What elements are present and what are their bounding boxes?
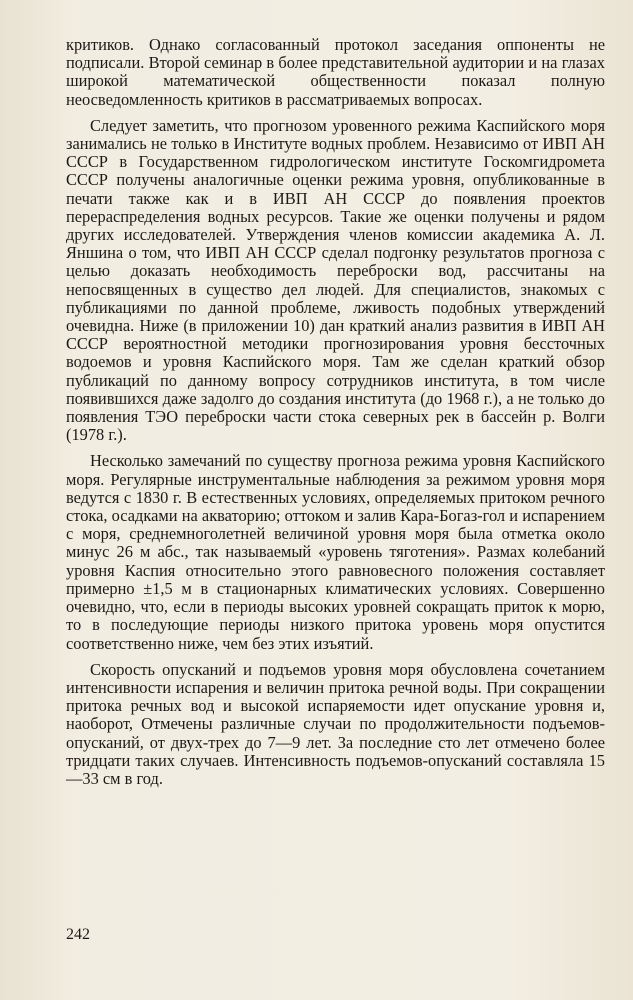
paragraph-critics-seminar: критиков. Однако согласованный протокол заседания оппоненты не подписали. Второй семинар в более представительной аудитории и на глазах широкой математической общественности показал полную неосведомленность критиков в рассматриваемых вопросах. (66, 35, 605, 109)
page-number: 242 (66, 926, 90, 943)
paragraph-rise-fall-speed: Скорость опусканий и подъемов уровня моря обусловлена сочетанием интенсивности испарения и величин притока речной воды. При сокращении притока речных вод и высокой испаряемости идет опускание уровня и, наоборот, Отмечены различные случаи по продолжительности подъемов-опусканий, от двух-трех до 7—9 лет. За последние сто лет отмечено более тридцати таких случаев. Интенсивность подъемов-опусканий составляла 15—33 см в год. (66, 659, 605, 788)
paragraph-forecast-institutes: Следует заметить, что прогнозом уровенного режима Каспийского моря занимались не только в Институте водных проблем. Независимо от ИВП АН СССР в Государственном гидрологическом институте Госкомгидромета СССР получены аналогичные оценки режима уровня, опубликованные в печати также как и в ИВП АН СССР до появления проектов перераспределения водных ресурсов. Такие же оценки получены и рядом других исследователей. Утверждения членов комиссии академика А. Л. Яншина о том, что ИВП АН СССР сделал подгонку результатов прогноза с целью доказать необходимость переброски вод, рассчитаны на непосвященных в существо дел людей. Для специалистов, знакомых с публикациями по данной проблеме, лживость подобных утверждений очевидна. Ниже (в приложении 10) дан краткий анализ развития в ИВП АН СССР вероятностной методики прогнозирования уровня бессточных водоемов и уровня Каспийского моря. Там же сделан краткий обзор публикаций по данному вопросу сотрудников института, в том числе появившихся даже задолго до создания института (до 1968 г.), а не только до появления ТЭО переброски части стока северных рек в бассейн р. Волги (1978 г.). (66, 115, 605, 445)
paragraph-caspian-level-remarks: Несколько замечаний по существу прогноза режима уровня Каспийского моря. Регулярные инструментальные наблюдения за режимом уровня моря ведутся с 1830 г. В естественных условиях, определяемых притоком речного стока, осадками на акваторию; оттоком и залив Кара-Богаз-гол и испарением с моря, среднемноголетней величиной уровня моря была отметка около минус 26 м абс., так называемый «уровень тяготения». Размах колебаний уровня Каспия относительно этого равновесного положения составляет примерно ±1,5 м в стационарных климатических условиях. Совершенно очевидно, что, если в периоды высоких уровней сокращать приток к морю, то в последующие периоды низкого притока уровень моря опустится соответственно ниже, чем без этих изъятий. (66, 451, 605, 653)
